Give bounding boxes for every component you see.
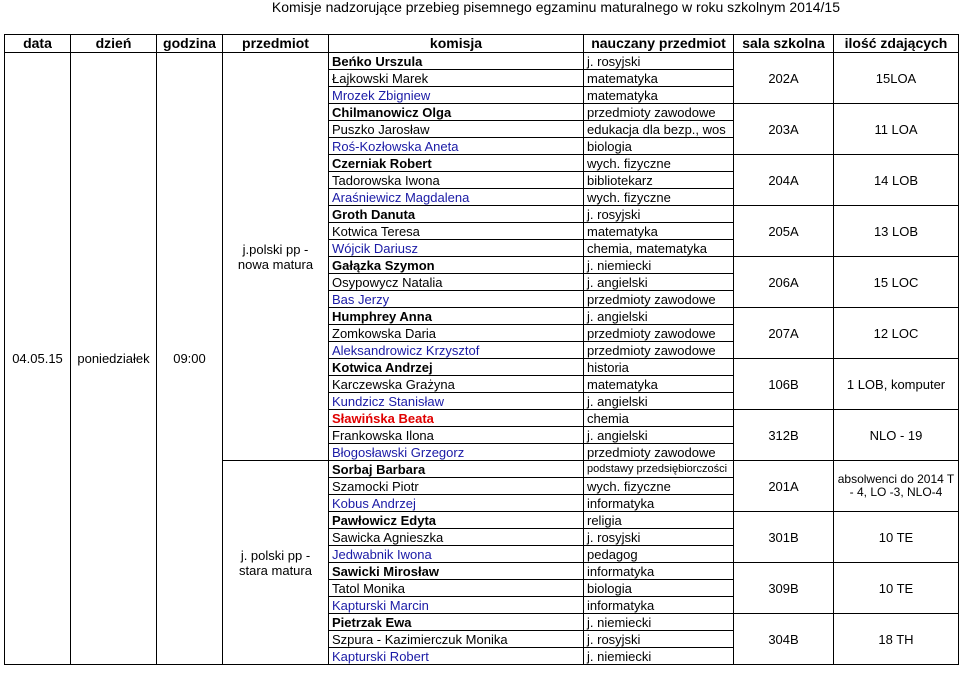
count-cell: absolwenci do 2014 T - 4, LO -3, NLO-4 <box>834 461 959 512</box>
taught-subject: j. rosyjski <box>584 529 734 546</box>
taught-subject: wych. fizyczne <box>584 189 734 206</box>
col-header: przedmiot <box>223 35 329 53</box>
taught-subject: j. rosyjski <box>584 53 734 70</box>
member-name: Błogosławski Grzegorz <box>329 444 584 461</box>
taught-subject: wych. fizyczne <box>584 478 734 495</box>
taught-subject: biologia <box>584 138 734 155</box>
col-header: komisja <box>329 35 584 53</box>
table-row <box>5 53 959 70</box>
member-name: Czerniak Robert <box>329 155 584 172</box>
taught-subject: informatyka <box>584 597 734 614</box>
taught-subject: edukacja dla bezp., wos <box>584 121 734 138</box>
member-name: Pawłowicz Edyta <box>329 512 584 529</box>
taught-subject: matematyka <box>584 376 734 393</box>
member-name: Beńko Urszula <box>329 53 584 70</box>
count-cell: 11 LOA <box>834 104 959 155</box>
member-name: Tadorowska Iwona <box>329 172 584 189</box>
taught-subject: matematyka <box>584 87 734 104</box>
day-cell: poniedziałek <box>71 53 157 665</box>
member-name: Osypowycz Natalia <box>329 274 584 291</box>
member-name: Wójcik Dariusz <box>329 240 584 257</box>
member-name: Kobus Andrzej <box>329 495 584 512</box>
taught-subject: przedmioty zawodowe <box>584 444 734 461</box>
room-cell: 206A <box>734 257 834 308</box>
taught-subject: religia <box>584 512 734 529</box>
header-row <box>5 35 959 53</box>
member-name: Sawicka Agnieszka <box>329 529 584 546</box>
member-name: Kundzicz Stanisław <box>329 393 584 410</box>
room-cell: 304B <box>734 614 834 665</box>
taught-subject: przedmioty zawodowe <box>584 342 734 359</box>
count-cell: 14 LOB <box>834 155 959 206</box>
count-cell: NLO - 19 <box>834 410 959 461</box>
date-cell: 04.05.15 <box>5 53 71 665</box>
member-name: Groth Danuta <box>329 206 584 223</box>
col-header: godzina <box>157 35 223 53</box>
taught-subject: wych. fizyczne <box>584 155 734 172</box>
taught-subject: j. angielski <box>584 308 734 325</box>
subject-cell: j.polski pp - nowa matura <box>223 53 329 461</box>
taught-subject: j. niemiecki <box>584 648 734 665</box>
member-name: Araśniewicz Magdalena <box>329 189 584 206</box>
member-name: Sławińska Beata <box>329 410 584 427</box>
col-header: ilość zdających <box>834 35 959 53</box>
member-name: Kapturski Marcin <box>329 597 584 614</box>
count-cell: 1 LOB, komputer <box>834 359 959 410</box>
subject-cell: j. polski pp - stara matura <box>223 461 329 665</box>
room-cell: 201A <box>734 461 834 512</box>
taught-subject: j. angielski <box>584 274 734 291</box>
col-header: sala szkolna <box>734 35 834 53</box>
room-cell: 202A <box>734 53 834 104</box>
taught-subject: przedmioty zawodowe <box>584 325 734 342</box>
count-cell: 10 TE <box>834 563 959 614</box>
taught-subject: informatyka <box>584 563 734 580</box>
taught-subject: przedmioty zawodowe <box>584 104 734 121</box>
room-cell: 312B <box>734 410 834 461</box>
room-cell: 301B <box>734 512 834 563</box>
count-cell: 12 LOC <box>834 308 959 359</box>
member-name: Frankowska Ilona <box>329 427 584 444</box>
count-cell: 13 LOB <box>834 206 959 257</box>
member-name: Jedwabnik Iwona <box>329 546 584 563</box>
member-name: Łajkowski Marek <box>329 70 584 87</box>
member-name: Szpura - Kazimierczuk Monika <box>329 631 584 648</box>
member-name: Puszko Jarosław <box>329 121 584 138</box>
taught-subject: matematyka <box>584 223 734 240</box>
taught-subject: historia <box>584 359 734 376</box>
taught-subject: matematyka <box>584 70 734 87</box>
taught-subject: bibliotekarz <box>584 172 734 189</box>
member-name: Kotwica Teresa <box>329 223 584 240</box>
member-name: Kotwica Andrzej <box>329 359 584 376</box>
member-name: Aleksandrowicz Krzysztof <box>329 342 584 359</box>
col-header: dzień <box>71 35 157 53</box>
member-name: Kapturski Robert <box>329 648 584 665</box>
member-name: Gałązka Szymon <box>329 257 584 274</box>
taught-subject: j. angielski <box>584 393 734 410</box>
taught-subject: przedmioty zawodowe <box>584 291 734 308</box>
room-cell: 106B <box>734 359 834 410</box>
member-name: Bas Jerzy <box>329 291 584 308</box>
member-name: Mrozek Zbigniew <box>329 87 584 104</box>
col-header: data <box>5 35 71 53</box>
taught-subject: j. niemiecki <box>584 257 734 274</box>
member-name: Pietrzak Ewa <box>329 614 584 631</box>
count-cell: 15LOA <box>834 53 959 104</box>
taught-subject: informatyka <box>584 495 734 512</box>
page-title: Komisje nadzorujące przebieg pisemnego egzaminu maturalnego w roku szkolnym 2014/15 <box>271 0 840 15</box>
member-name: Szamocki Piotr <box>329 478 584 495</box>
member-name: Sawicki Mirosław <box>329 563 584 580</box>
taught-subject: pedagog <box>584 546 734 563</box>
taught-subject: chemia <box>584 410 734 427</box>
taught-subject: biologia <box>584 580 734 597</box>
time-cell: 09:00 <box>157 53 223 665</box>
room-cell: 205A <box>734 206 834 257</box>
room-cell: 203A <box>734 104 834 155</box>
col-header: nauczany przedmiot <box>584 35 734 53</box>
room-cell: 204A <box>734 155 834 206</box>
count-cell: 15 LOC <box>834 257 959 308</box>
taught-subject: j. rosyjski <box>584 631 734 648</box>
taught-subject: chemia, matematyka <box>584 240 734 257</box>
member-name: Sorbaj Barbara <box>329 461 584 478</box>
member-name: Humphrey Anna <box>329 308 584 325</box>
member-name: Zomkowska Daria <box>329 325 584 342</box>
taught-subject: j. angielski <box>584 427 734 444</box>
taught-subject: podstawy przedsiębiorczości <box>584 461 734 478</box>
room-cell: 309B <box>734 563 834 614</box>
room-cell: 207A <box>734 308 834 359</box>
count-cell: 10 TE <box>834 512 959 563</box>
member-name: Roś-Kozłowska Aneta <box>329 138 584 155</box>
member-name: Tatol Monika <box>329 580 584 597</box>
count-cell: 18 TH <box>834 614 959 665</box>
taught-subject: j. niemiecki <box>584 614 734 631</box>
member-name: Karczewska Grażyna <box>329 376 584 393</box>
member-name: Chilmanowicz Olga <box>329 104 584 121</box>
taught-subject: j. rosyjski <box>584 206 734 223</box>
commission-table <box>4 34 959 665</box>
